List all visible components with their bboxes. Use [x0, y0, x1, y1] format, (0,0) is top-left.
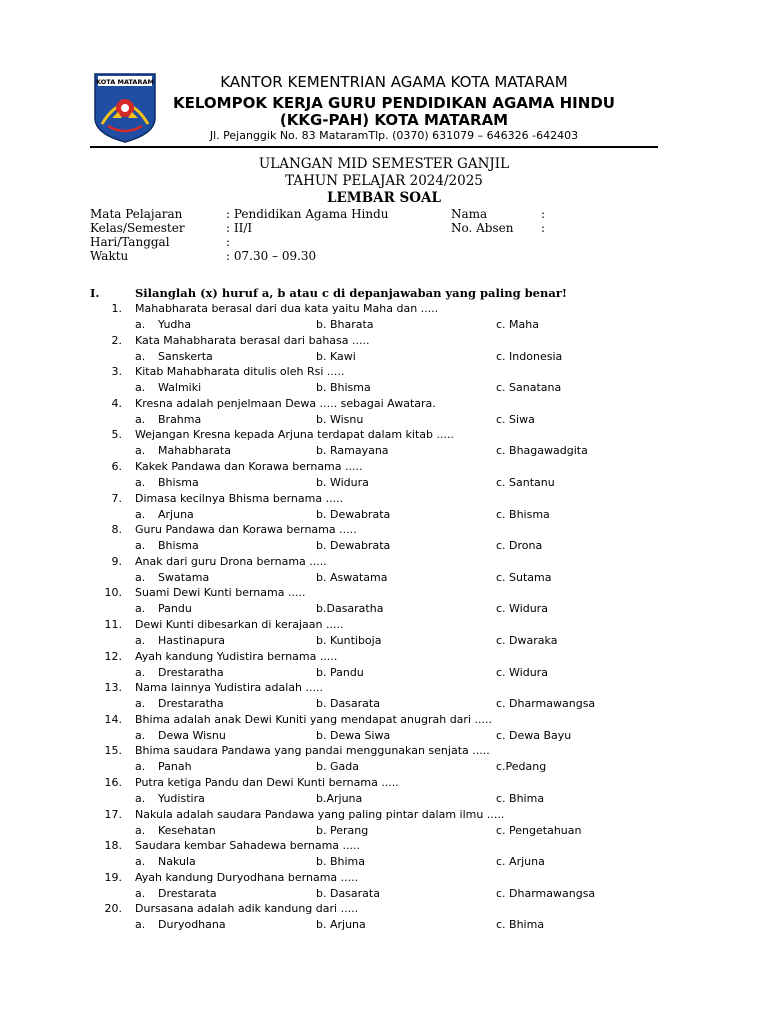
- option-b[interactable]: b. Kawi: [316, 349, 356, 363]
- option-c[interactable]: c. Santanu: [496, 476, 555, 489]
- question-text: Kata Mahabharata berasal dari bahasa .....: [135, 333, 370, 347]
- option-b[interactable]: b. Dasarata: [316, 697, 380, 711]
- question-item: [0, 902, 768, 934]
- option-a[interactable]: Panah: [158, 760, 192, 774]
- question-number: 1.: [111, 302, 122, 315]
- question-item: [0, 397, 768, 429]
- option-letter-a[interactable]: a.: [135, 665, 146, 679]
- option-b[interactable]: b. Perang: [316, 823, 369, 837]
- header-divider: [90, 146, 658, 148]
- info-label-time: Waktu: [90, 249, 129, 263]
- option-a[interactable]: Hastinapura: [158, 634, 226, 647]
- option-b[interactable]: b. Bhisma: [316, 381, 371, 395]
- option-b[interactable]: b. Gada: [316, 760, 359, 774]
- option-a[interactable]: Yudha: [158, 318, 192, 331]
- option-a[interactable]: Pandu: [158, 602, 192, 616]
- option-c[interactable]: c. Dwaraka: [496, 634, 558, 647]
- option-c[interactable]: c. Bhima: [496, 792, 545, 805]
- option-letter-a[interactable]: a.: [135, 602, 146, 616]
- question-number: 2.: [111, 333, 122, 347]
- question-text: Guru Pandawa dan Korawa bernama .....: [135, 523, 357, 537]
- question-text: Nakula adalah saudara Pandawa yang paling pintar dalam ilmu .....: [135, 807, 505, 821]
- option-letter-a[interactable]: a.: [135, 476, 146, 489]
- question-item: [0, 839, 768, 871]
- option-a[interactable]: Kesehatan: [158, 823, 216, 837]
- logo-text: KOTA MATARAM: [96, 78, 154, 86]
- question-number: 15.: [104, 744, 122, 758]
- option-c[interactable]: c. Arjuna: [496, 855, 545, 869]
- option-c[interactable]: c. Maha: [496, 318, 539, 331]
- question-text: Wejangan Kresna kepada Arjuna terdapat dalam kitab .....: [135, 428, 454, 442]
- question-text: Bhima adalah anak Dewi Kuniti yang mendapat anugrah dari .....: [135, 712, 492, 726]
- section-number: I.: [90, 286, 100, 300]
- question-text: Ayah kandung Duryodhana bernama .....: [135, 870, 359, 884]
- question-number: 10.: [104, 586, 122, 600]
- option-letter-a[interactable]: a.: [135, 634, 146, 647]
- option-letter-a[interactable]: a.: [135, 697, 146, 711]
- info-value-time: : 07.30 – 09.30: [226, 249, 317, 263]
- option-letter-a[interactable]: a.: [135, 412, 146, 426]
- option-letter-a[interactable]: a.: [135, 855, 146, 869]
- info-value-absen: :: [541, 221, 546, 235]
- option-letter-a[interactable]: a.: [135, 918, 146, 932]
- question-number: 6.: [111, 460, 122, 473]
- question-number: 4.: [111, 396, 122, 410]
- question-number: 13.: [104, 681, 122, 695]
- question-item: [0, 523, 768, 555]
- question-item: [0, 871, 768, 903]
- option-c[interactable]: c. Pengetahuan: [496, 823, 582, 837]
- question-text: Suami Dewi Kunti bernama .....: [135, 586, 306, 600]
- option-c[interactable]: c. Widura: [496, 602, 548, 616]
- option-b[interactable]: b. Dewabrata: [316, 507, 391, 521]
- question-number: 9.: [111, 554, 122, 568]
- question-number: 14.: [104, 712, 122, 726]
- option-letter-a[interactable]: a.: [135, 823, 146, 837]
- option-c[interactable]: c. Sanatana: [496, 381, 562, 395]
- question-number: 5.: [111, 428, 122, 442]
- question-number: 18.: [104, 839, 122, 853]
- question-item: [0, 460, 768, 492]
- header-address: Jl. Pejanggik No. 83 MataramTlp. (0370) 631079 – 646326 -642403: [209, 129, 579, 142]
- question-item: [0, 302, 768, 334]
- info-value-subject: : Pendidikan Agama Hindu: [226, 207, 389, 221]
- kota-mataram-logo: [92, 72, 158, 144]
- option-c[interactable]: c. Indonesia: [496, 349, 563, 363]
- option-b[interactable]: b.Arjuna: [316, 792, 363, 805]
- question-item: [0, 492, 768, 524]
- option-a[interactable]: Drestaratha: [158, 665, 224, 679]
- question-item: [0, 744, 768, 776]
- option-letter-a[interactable]: a.: [135, 444, 146, 458]
- question-text: Dimasa kecilnya Bhisma bernama .....: [135, 491, 344, 505]
- header-line-2: KELOMPOK KERJA GURU PENDIDIKAN AGAMA HINDU: [173, 94, 615, 112]
- option-letter-a[interactable]: a.: [135, 318, 146, 331]
- option-a[interactable]: Walmiki: [158, 381, 202, 395]
- question-item: [0, 650, 768, 682]
- question-number: 12.: [104, 649, 122, 663]
- option-a[interactable]: Yudistira: [158, 792, 205, 805]
- info-label-name: Nama: [451, 207, 488, 221]
- section-instruction: Silanglah (x) huruf a, b atau c di depanjawaban yang paling benar!: [135, 286, 567, 300]
- info-label-absen: No. Absen: [451, 221, 514, 235]
- option-a[interactable]: Bhisma: [158, 539, 199, 553]
- question-text: Kakek Pandawa dan Korawa bernama .....: [135, 460, 363, 473]
- question-text: Kitab Mahabharata ditulis oleh Rsi .....: [135, 365, 345, 379]
- question-text: Bhima saudara Pandawa yang pandai menggunakan senjata .....: [135, 744, 490, 758]
- option-a[interactable]: Dewa Wisnu: [158, 728, 226, 742]
- option-a[interactable]: Nakula: [158, 855, 196, 869]
- question-item: [0, 681, 768, 713]
- question-text: Dewi Kunti dibesarkan di kerajaan .....: [135, 618, 344, 631]
- option-b[interactable]: b. Ramayana: [316, 444, 389, 458]
- option-b[interactable]: b. Pandu: [316, 665, 364, 679]
- question-text: Ayah kandung Yudistira bernama .....: [135, 649, 338, 663]
- info-label-class: Kelas/Semester: [90, 221, 185, 235]
- emblem-icon: [92, 72, 158, 144]
- question-item: [0, 808, 768, 840]
- question-number: 8.: [111, 523, 122, 537]
- question-number: 19.: [104, 870, 122, 884]
- option-c[interactable]: c.Pedang: [496, 760, 547, 774]
- question-item: [0, 365, 768, 397]
- info-value-date: :: [226, 235, 231, 249]
- option-c[interactable]: c. Sutama: [496, 570, 552, 584]
- question-text: Mahabharata berasal dari dua kata yaitu Maha dan .....: [135, 302, 439, 315]
- option-letter-a[interactable]: a.: [135, 507, 146, 521]
- option-b[interactable]: b. Bharata: [316, 318, 374, 331]
- info-value-name: :: [541, 207, 546, 221]
- option-letter-a[interactable]: a.: [135, 539, 146, 553]
- option-c[interactable]: c. Dharmawangsa: [496, 886, 596, 900]
- option-c[interactable]: c. Bhima: [496, 918, 545, 932]
- option-a[interactable]: Duryodhana: [158, 918, 226, 932]
- option-b[interactable]: b.Dasaratha: [316, 602, 384, 616]
- option-a[interactable]: Bhisma: [158, 476, 199, 489]
- option-b[interactable]: b. Widura: [316, 476, 369, 489]
- option-letter-a[interactable]: a.: [135, 570, 146, 584]
- option-b[interactable]: b. Wisnu: [316, 412, 364, 426]
- question-item: [0, 334, 768, 366]
- option-letter-a[interactable]: a.: [135, 760, 146, 774]
- header-line-1: KANTOR KEMENTRIAN AGAMA KOTA MATARAM: [220, 73, 568, 91]
- option-a[interactable]: Drestarata: [158, 886, 217, 900]
- exam-title: ULANGAN MID SEMESTER GANJIL: [258, 156, 510, 172]
- info-label-date: Hari/Tanggal: [90, 235, 170, 249]
- question-text: Putra ketiga Pandu dan Dewi Kunti bernama .....: [135, 776, 399, 789]
- question-number: 7.: [111, 491, 122, 505]
- question-text: Saudara kembar Sahadewa bernama .....: [135, 839, 361, 853]
- option-a[interactable]: Brahma: [158, 412, 202, 426]
- option-b[interactable]: b. Dasarata: [316, 886, 380, 900]
- option-c[interactable]: c. Bhisma: [496, 507, 550, 521]
- option-b[interactable]: b. Dewabrata: [316, 539, 391, 553]
- option-b[interactable]: b. Dewa Siwa: [316, 728, 391, 742]
- option-a[interactable]: Swatama: [158, 570, 210, 584]
- info-label-subject: Mata Pelajaran: [90, 207, 183, 221]
- info-value-class: : II/I: [226, 221, 253, 235]
- question-number: 3.: [111, 365, 122, 379]
- option-letter-a[interactable]: a.: [135, 381, 146, 395]
- option-c[interactable]: c. Bhagawadgita: [496, 444, 588, 458]
- header-line-3: (KKG-PAH) KOTA MATARAM: [279, 111, 509, 129]
- option-letter-a[interactable]: a.: [135, 728, 146, 742]
- option-c[interactable]: c. Siwa: [496, 412, 535, 426]
- option-b[interactable]: b. Bhima: [316, 855, 366, 869]
- option-a[interactable]: Arjuna: [158, 507, 194, 521]
- sheet-title: LEMBAR SOAL: [326, 190, 441, 206]
- question-number: 11.: [104, 618, 122, 631]
- question-item: [0, 586, 768, 618]
- option-c[interactable]: c. Widura: [496, 665, 548, 679]
- option-letter-a[interactable]: a.: [135, 792, 146, 805]
- option-letter-a[interactable]: a.: [135, 886, 146, 900]
- option-letter-a[interactable]: a.: [135, 349, 146, 363]
- question-item: [0, 776, 768, 808]
- option-c[interactable]: c. Drona: [496, 539, 543, 553]
- question-text: Kresna adalah penjelmaan Dewa ..... sebagai Awatara.: [135, 396, 436, 410]
- option-b[interactable]: b. Kuntiboja: [316, 634, 382, 647]
- question-item: [0, 555, 768, 587]
- option-b[interactable]: b. Aswatama: [316, 570, 388, 584]
- question-number: 16.: [104, 776, 122, 789]
- question-item: [0, 428, 768, 460]
- option-a[interactable]: Mahabharata: [158, 444, 231, 458]
- question-number: 20.: [104, 902, 122, 916]
- option-b[interactable]: b. Arjuna: [316, 918, 366, 932]
- option-a[interactable]: Drestaratha: [158, 697, 224, 711]
- exam-year: TAHUN PELAJAR 2024/2025: [285, 173, 483, 189]
- question-text: Anak dari guru Drona bernama .....: [135, 554, 327, 568]
- question-text: Nama lainnya Yudistira adalah .....: [135, 681, 324, 695]
- question-item: [0, 713, 768, 745]
- option-c[interactable]: c. Dharmawangsa: [496, 697, 596, 711]
- question-item: [0, 618, 768, 650]
- question-number: 17.: [104, 807, 122, 821]
- option-c[interactable]: c. Dewa Bayu: [496, 728, 572, 742]
- option-a[interactable]: Sanskerta: [158, 349, 213, 363]
- question-text: Dursasana adalah adik kandung dari .....: [135, 902, 359, 916]
